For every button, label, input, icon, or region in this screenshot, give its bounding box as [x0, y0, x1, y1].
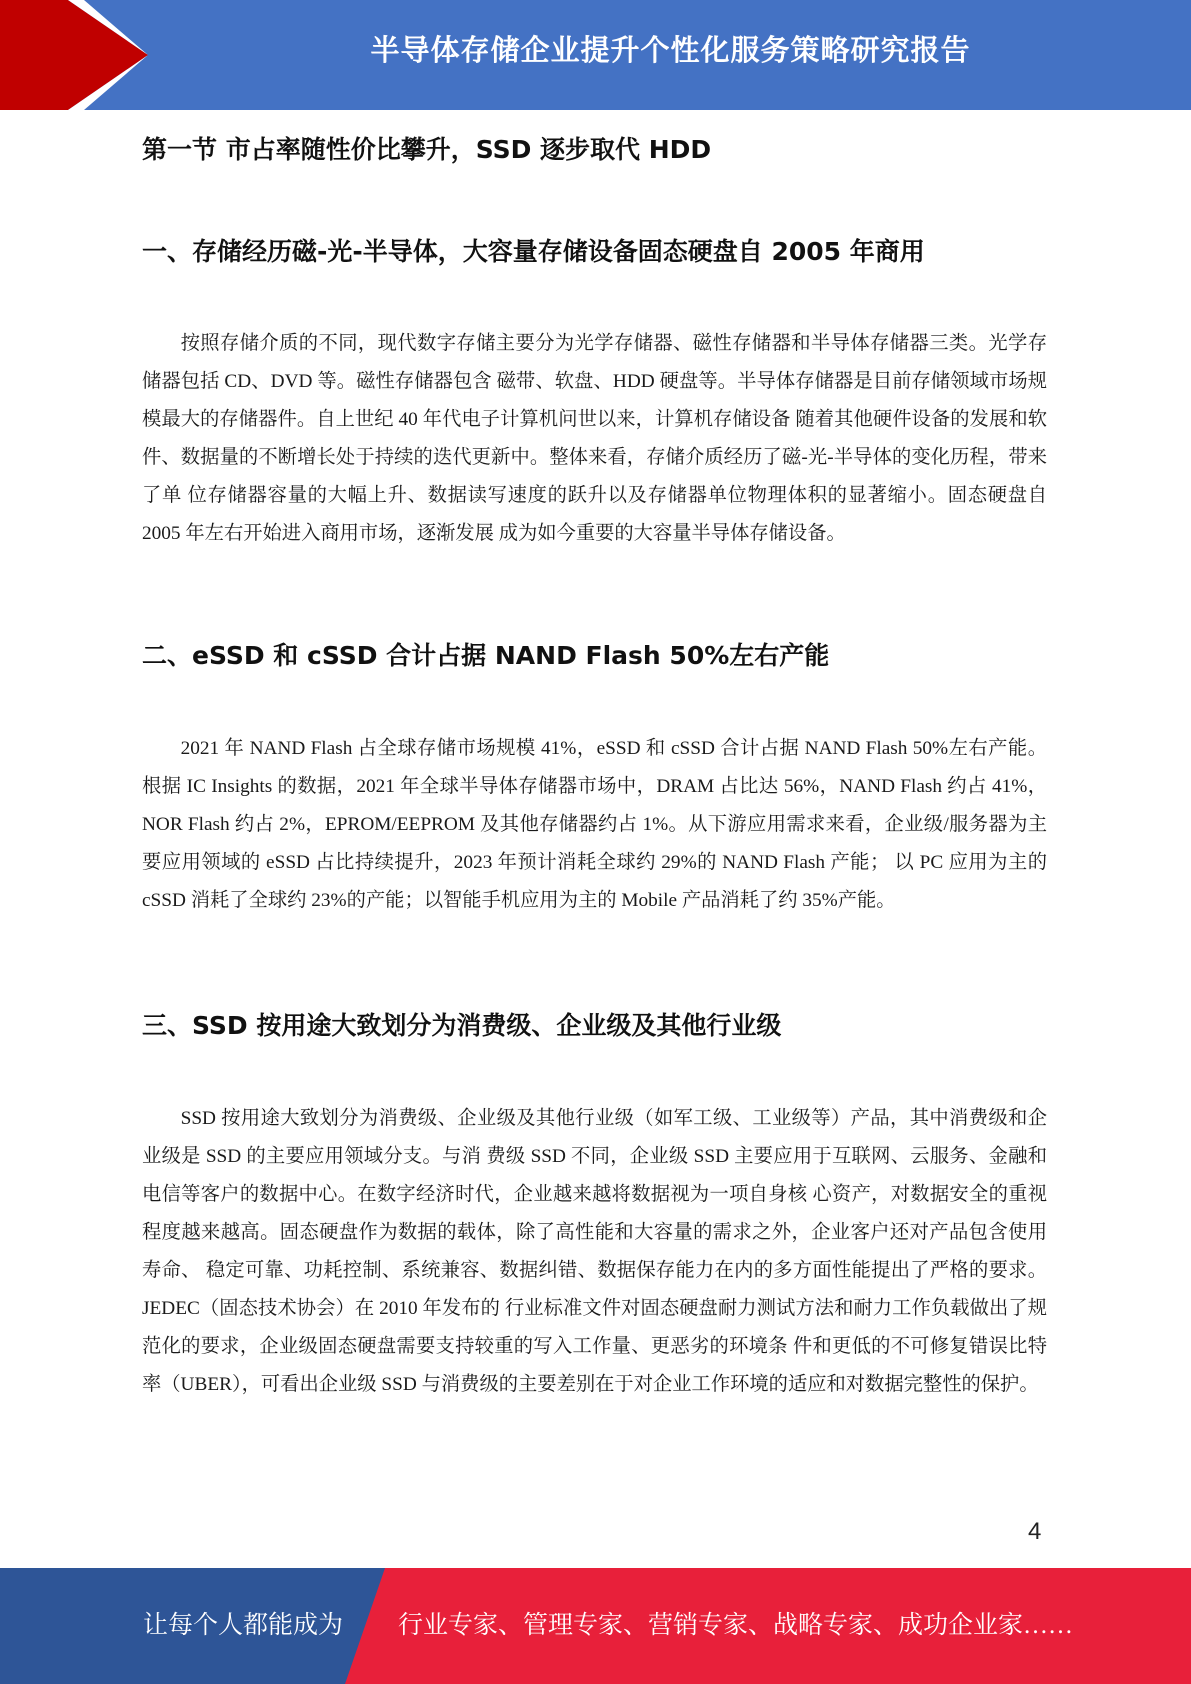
subsection-heading-3: 三、SSD 按用途大致划分为消费级、企业级及其他行业级 — [142, 1011, 782, 1040]
section-title: 第一节 市占率随性价比攀升，SSD 逐步取代 HDD — [142, 135, 712, 164]
footer-slogan-left: 让每个人都能成为 — [143, 1612, 344, 1639]
page-footer — [0, 1568, 1191, 1684]
subsection-heading-1: 一、存储经历磁-光-半导体，大容量存储设备固态硬盘自 2005 年商用 — [142, 237, 925, 266]
page-header — [0, 0, 1191, 110]
paragraph-3: SSD 按用途大致划分为消费级、企业级及其他行业级（如军工级、工业级等）产品，其中消费级和企业级是 SSD 的主要应用领域分支。与消 费级 SSD 不同，企业级 SSD 主要应用于互联网、云服务、金融和电信等客户的数据中心。在数字经济时代，企业越来越将数据视为一项自身核 心资产，对数据安全的重视程度越来越高。固态硬盘作为数据的载体，除了高性能和大容量的需求之外，企业客户还对产品包含使用寿命、 稳定可靠、功耗控制、系统兼容、数据纠错、数据保存能力在内的多方面性能提出了严格的要求。JEDEC（固态技术协会）在 2010 年发布的 行业标准文件对固态硬盘耐力测试方法和耐力工作负载做出了规范化的要求，企业级固态硬盘需要支持较重的写入工作量、更恶劣的环境条 件和更低的不可修复错误比特率（UBER），可看出企业级 SSD 与消费级的主要差别在于对企业工作环境的适应和对数据完整性的保护。 — [142, 1108, 1047, 1395]
footer-slogan-right: 行业专家、管理专家、营销专家、战略专家、成功企业家…… — [398, 1612, 1074, 1639]
page-number: 4 — [1028, 1518, 1042, 1545]
paragraph-1: 按照存储介质的不同，现代数字存储主要分为光学存储器、磁性存储器和半导体存储器三类。光学存储器包括 CD、DVD 等。磁性存储器包含 磁带、软盘、HDD 硬盘等。半导体存储器是目前存储领域市场规模最大的存储器件。自上世纪 40 年代电子计算机问世以来，计算机存储设备 随着其他硬件设备的发展和软件、数据量的不断增长处于持续的迭代更新中。整体来看，存储介质经历了磁-光-半导体的变化历程，带来了单 位存储器容量的大幅上升、数据读写速度的跃升以及存储器单位物理体积的显著缩小。固态硬盘自 2005 年左右开始进入商用市场，逐渐发展 成为如今重要的大容量半导体存储设备。 — [142, 333, 1047, 544]
report-title: 半导体存储企业提升个性化服务策略研究报告 — [370, 33, 971, 67]
subsection-heading-2: 二、eSSD 和 cSSD 合计占据 NAND Flash 50%左右产能 — [142, 641, 830, 670]
paragraph-2: 2021 年 NAND Flash 占全球存储市场规模 41%，eSSD 和 cSSD 合计占据 NAND Flash 50%左右产能。根据 IC Insights 的数据，2021 年全球半导体存储器市场中，DRAM 占比达 56%，NAND Flash 约占 41%，NOR Flash 约占 2%，EPROM/EEPROM 及其他存储器约占 1%。从下游应用需求来看，企业级/服务器为主要应用领域的 eSSD 占比持续提升，2023 年预计消耗全球约 29%的 NAND Flash 产能； 以 PC 应用为主的 cSSD 消耗了全球约 23%的产能；以智能手机应用为主的 Mobile 产品消耗了约 35%产能。 — [142, 738, 1047, 911]
